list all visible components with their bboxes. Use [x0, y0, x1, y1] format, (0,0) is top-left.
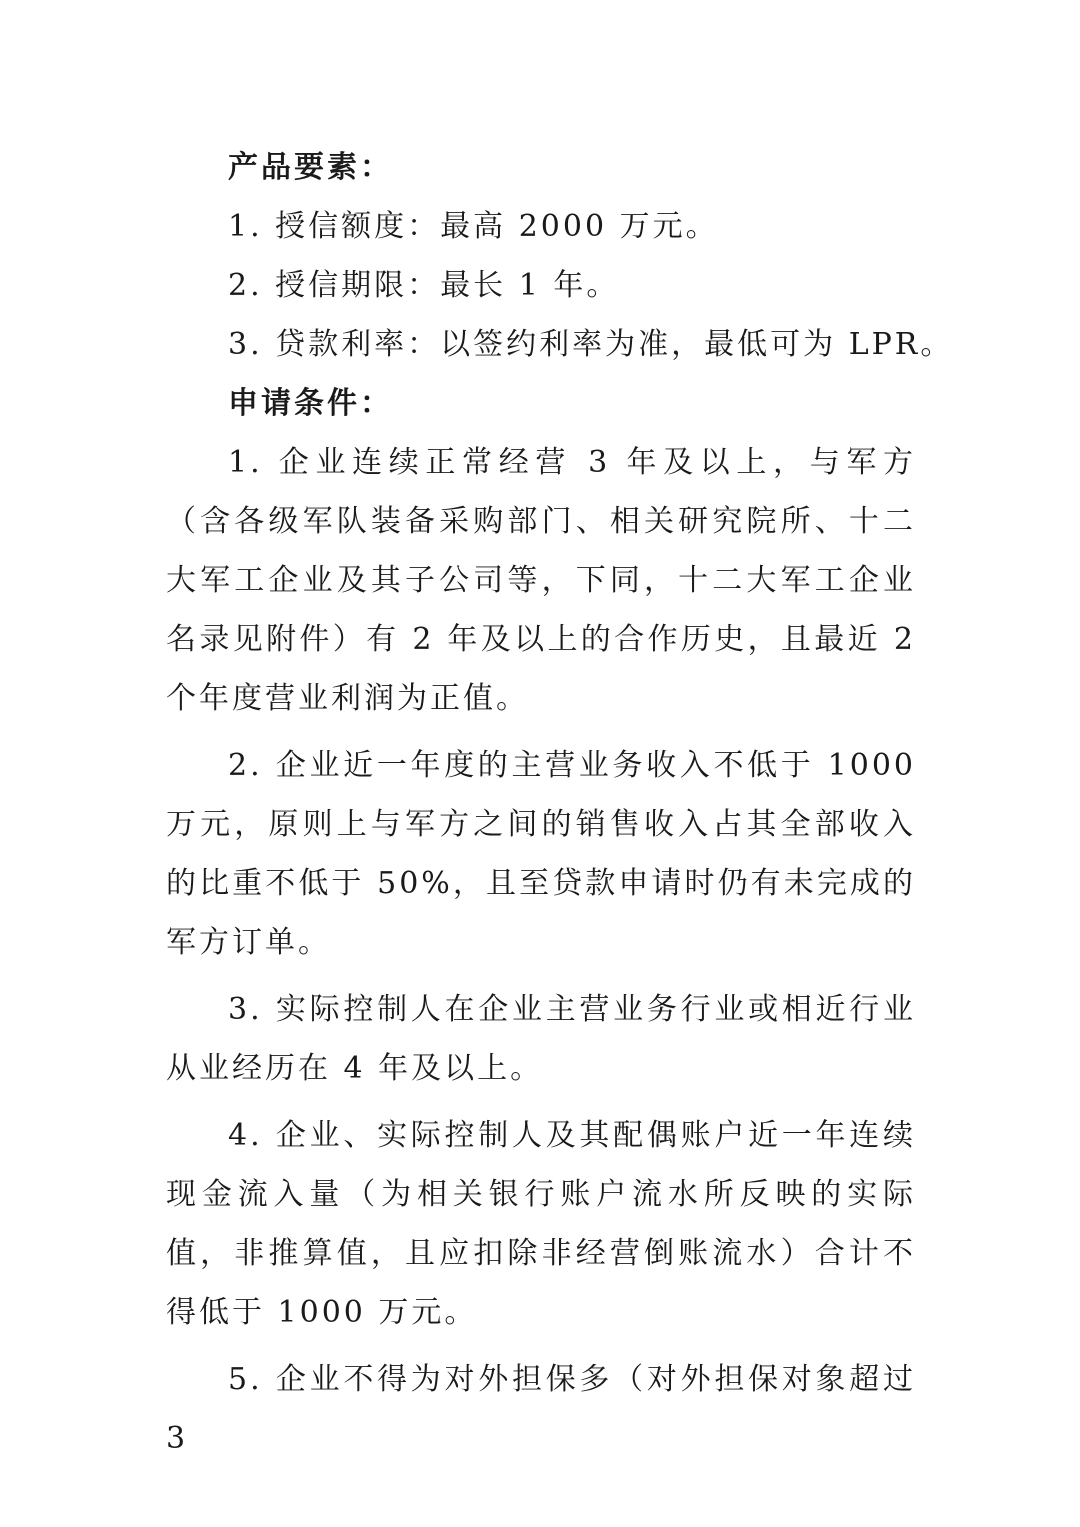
condition-4: 4. 企业、实际控制人及其配偶账户近一年连续现金流入量（为相关银行账户流水所反映的实际值，非推算值，且应扣除非经营倒账流水）合计不得低于 1000 万元。: [166, 1118, 916, 1330]
document-body: [166, 138, 954, 1468]
product-elements-heading: 产品要素：: [228, 150, 393, 185]
product-item-interest-rate: 3. 贷款利率：以签约利率为准，最低可为 LPR。: [228, 327, 954, 362]
condition-1: 1. 企业连续正常经营 3 年及以上，与军方（含各级军队装备采购部门、相关研究院所、十二大军工企业及其子公司等，下同，十二大军工企业名录见附件）有 2 年及以上的合作历史，且最近 2 个年度营业利润为正值。: [166, 445, 916, 716]
product-item-credit-limit: 1. 授信额度：最高 2000 万元。: [228, 209, 719, 244]
application-conditions-heading: 申请条件：: [228, 386, 393, 421]
condition-3: 3. 实际控制人在企业主营业务行业或相近行业从业经历在 4 年及以上。: [166, 992, 916, 1086]
product-item-credit-term: 2. 授信期限：最长 1 年。: [228, 268, 620, 303]
condition-2: 2. 企业近一年度的主营业务收入不低于 1000 万元，原则上与军方之间的销售收入占其全部收入的比重不低于 50%，且至贷款申请时仍有未完成的军方订单。: [166, 748, 916, 960]
condition-5: 5. 企业不得为对外担保多（对外担保对象超过 3: [166, 1362, 916, 1456]
